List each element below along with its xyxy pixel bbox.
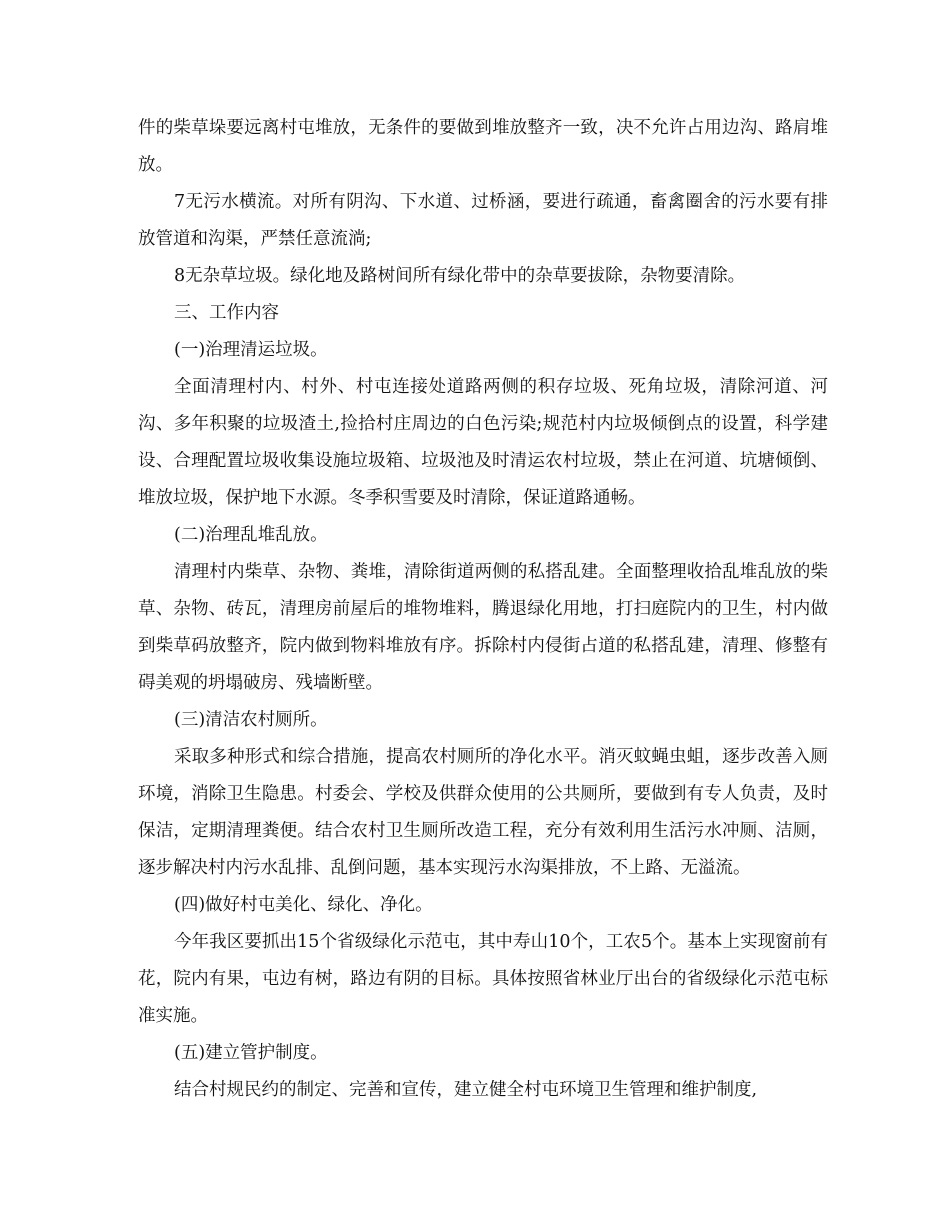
subheading-toilets: (三)清洁农村厕所。 xyxy=(174,710,328,730)
paragraph-item-7: 7无污水横流。对所有阴沟、下水道、过桥涵，要进行疏通，畜禽圈舍的污水要有排放管道和沟渠，严禁任意流淌; xyxy=(138,192,828,249)
paragraph-toilets: 采取多种形式和综合措施，提高农村厕所的净化水平。消灭蚊蝇虫蛆，逐步改善入厕环境，消除卫生隐患。村委会、学校及供群众使用的公共厕所，要做到有专人负责，及时保洁，定期清理粪便。结合农村卫生厕所改造工程，充分有效利用生活污水冲厕、洁厕，逐步解决村内污水乱排、乱倒问题，基本实现污水沟渠排放，不上路、无溢流。 xyxy=(138,747,828,878)
paragraph-continuation: 件的柴草垛要远离村屯堆放，无条件的要做到堆放整齐一致，决不允许占用边沟、路肩堆放。 xyxy=(138,118,828,175)
subheading-garbage: (一)治理清运垃圾。 xyxy=(174,340,328,360)
subheading-clutter: (二)治理乱堆乱放。 xyxy=(174,525,328,545)
paragraph-greening: 今年我区要抓出15个省级绿化示范屯，其中寿山10个，工农5个。基本上实现窗前有花，院内有果，屯边有树，路边有阴的目标。具体按照省林业厅出台的省级绿化示范屯标准实施。 xyxy=(138,932,828,1026)
paragraph-clutter: 清理村内柴草、杂物、粪堆，清除街道两侧的私搭乱建。全面整理收拾乱堆乱放的柴草、杂物、砖瓦，清理房前屋后的堆物堆料，腾退绿化用地，打扫庭院内的卫生，村内做到柴草码放整齐，院内做到物料堆放有序。拆除村内侵街占道的私搭乱建，清理、修整有碍美观的坍塌破房、残墙断壁。 xyxy=(138,562,828,693)
paragraph-garbage: 全面清理村内、村外、村屯连接处道路两侧的积存垃圾、死角垃圾，清除河道、河沟、多年积聚的垃圾渣土,捡拾村庄周边的白色污染;规范村内垃圾倾倒点的设置，科学建设、合理配置垃圾收集设施垃圾箱、垃圾池及时清运农村垃圾，禁止在河道、坑塘倾倒、堆放垃圾，保护地下水源。冬季积雪要及时清除，保证道路通畅。 xyxy=(138,377,828,508)
paragraph-item-8: 8无杂草垃圾。绿化地及路树间所有绿化带中的杂草要拔除，杂物要清除。 xyxy=(174,266,746,286)
subheading-management: (五)建立管护制度。 xyxy=(174,1043,328,1063)
paragraph-management: 结合村规民约的制定、完善和宣传，建立健全村屯环境卫生管理和维护制度, xyxy=(174,1080,758,1100)
section-heading-work-content: 三、工作内容 xyxy=(174,303,279,323)
document-body xyxy=(138,110,828,1109)
subheading-greening: (四)做好村屯美化、绿化、净化。 xyxy=(174,895,433,915)
